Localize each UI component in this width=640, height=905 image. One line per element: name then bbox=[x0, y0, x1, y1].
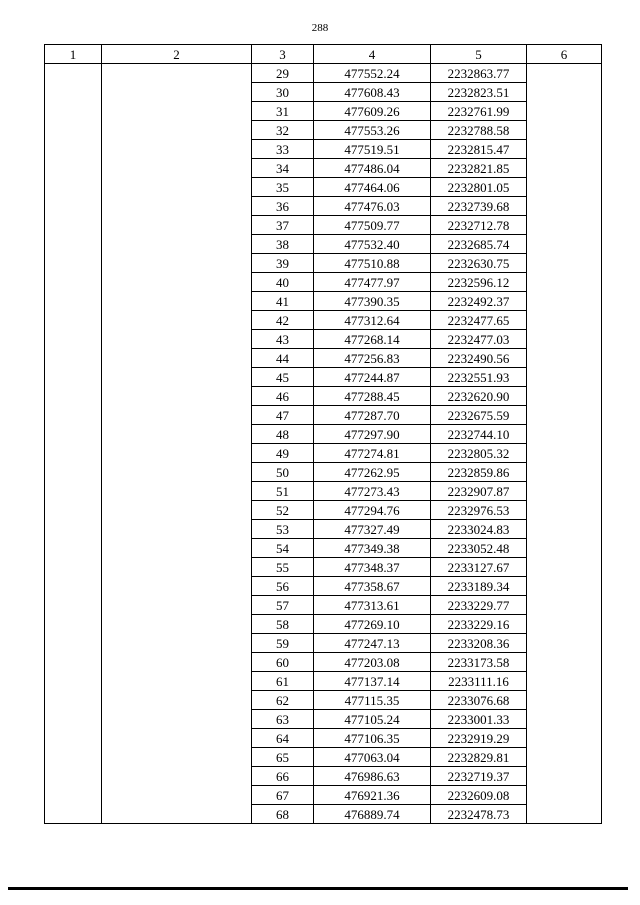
coordinates-table bbox=[44, 44, 602, 824]
y-coordinate-cell: 2232761.99 bbox=[431, 102, 527, 121]
y-coordinate-cell: 2233001.33 bbox=[431, 710, 527, 729]
table-body bbox=[45, 45, 602, 824]
x-coordinate-cell: 477105.24 bbox=[314, 710, 431, 729]
column-header: 5 bbox=[431, 45, 527, 64]
x-coordinate-cell: 476889.74 bbox=[314, 805, 431, 824]
x-coordinate-cell: 477390.35 bbox=[314, 292, 431, 311]
x-coordinate-cell: 477510.88 bbox=[314, 254, 431, 273]
point-number-cell: 60 bbox=[252, 653, 314, 672]
page-number: 288 bbox=[311, 22, 329, 34]
point-number-cell: 65 bbox=[252, 748, 314, 767]
table-row bbox=[45, 64, 602, 83]
point-number-cell: 44 bbox=[252, 349, 314, 368]
y-coordinate-cell: 2232492.37 bbox=[431, 292, 527, 311]
y-coordinate-cell: 2232596.12 bbox=[431, 273, 527, 292]
column-header: 2 bbox=[102, 45, 252, 64]
column-header: 1 bbox=[45, 45, 102, 64]
point-number-cell: 50 bbox=[252, 463, 314, 482]
y-coordinate-cell: 2233076.68 bbox=[431, 691, 527, 710]
point-number-cell: 66 bbox=[252, 767, 314, 786]
point-number-cell: 30 bbox=[252, 83, 314, 102]
x-coordinate-cell: 477137.14 bbox=[314, 672, 431, 691]
x-coordinate-cell: 477608.43 bbox=[314, 83, 431, 102]
x-coordinate-cell: 477519.51 bbox=[314, 140, 431, 159]
y-coordinate-cell: 2232801.05 bbox=[431, 178, 527, 197]
x-coordinate-cell: 477297.90 bbox=[314, 425, 431, 444]
y-coordinate-cell: 2232821.85 bbox=[431, 159, 527, 178]
y-coordinate-cell: 2232788.58 bbox=[431, 121, 527, 140]
y-coordinate-cell: 2233052.48 bbox=[431, 539, 527, 558]
y-coordinate-cell: 2233173.58 bbox=[431, 653, 527, 672]
y-coordinate-cell: 2232744.10 bbox=[431, 425, 527, 444]
point-number-cell: 51 bbox=[252, 482, 314, 501]
y-coordinate-cell: 2232976.53 bbox=[431, 501, 527, 520]
x-coordinate-cell: 477476.03 bbox=[314, 197, 431, 216]
x-coordinate-cell: 477115.35 bbox=[314, 691, 431, 710]
y-coordinate-cell: 2233127.67 bbox=[431, 558, 527, 577]
x-coordinate-cell: 476986.63 bbox=[314, 767, 431, 786]
y-coordinate-cell: 2232630.75 bbox=[431, 254, 527, 273]
point-number-cell: 46 bbox=[252, 387, 314, 406]
point-number-cell: 52 bbox=[252, 501, 314, 520]
column-6-cell bbox=[527, 64, 602, 824]
point-number-cell: 47 bbox=[252, 406, 314, 425]
y-coordinate-cell: 2232477.65 bbox=[431, 311, 527, 330]
point-number-cell: 64 bbox=[252, 729, 314, 748]
y-coordinate-cell: 2232805.32 bbox=[431, 444, 527, 463]
y-coordinate-cell: 2233189.34 bbox=[431, 577, 527, 596]
y-coordinate-cell: 2232815.47 bbox=[431, 140, 527, 159]
y-coordinate-cell: 2232685.74 bbox=[431, 235, 527, 254]
point-number-cell: 55 bbox=[252, 558, 314, 577]
y-coordinate-cell: 2233229.16 bbox=[431, 615, 527, 634]
point-number-cell: 61 bbox=[252, 672, 314, 691]
x-coordinate-cell: 477464.06 bbox=[314, 178, 431, 197]
x-coordinate-cell: 477477.97 bbox=[314, 273, 431, 292]
point-number-cell: 54 bbox=[252, 539, 314, 558]
x-coordinate-cell: 477288.45 bbox=[314, 387, 431, 406]
x-coordinate-cell: 477349.38 bbox=[314, 539, 431, 558]
column-1-cell bbox=[45, 64, 102, 824]
point-number-cell: 67 bbox=[252, 786, 314, 805]
point-number-cell: 42 bbox=[252, 311, 314, 330]
x-coordinate-cell: 477274.81 bbox=[314, 444, 431, 463]
x-coordinate-cell: 477532.40 bbox=[314, 235, 431, 254]
point-number-cell: 31 bbox=[252, 102, 314, 121]
x-coordinate-cell: 477486.04 bbox=[314, 159, 431, 178]
x-coordinate-cell: 477063.04 bbox=[314, 748, 431, 767]
point-number-cell: 45 bbox=[252, 368, 314, 387]
y-coordinate-cell: 2232859.86 bbox=[431, 463, 527, 482]
column-header: 6 bbox=[527, 45, 602, 64]
x-coordinate-cell: 477509.77 bbox=[314, 216, 431, 235]
column-2-cell bbox=[102, 64, 252, 824]
y-coordinate-cell: 2232712.78 bbox=[431, 216, 527, 235]
x-coordinate-cell: 477552.24 bbox=[314, 64, 431, 83]
point-number-cell: 53 bbox=[252, 520, 314, 539]
point-number-cell: 34 bbox=[252, 159, 314, 178]
column-header: 3 bbox=[252, 45, 314, 64]
x-coordinate-cell: 477244.87 bbox=[314, 368, 431, 387]
point-number-cell: 43 bbox=[252, 330, 314, 349]
y-coordinate-cell: 2232907.87 bbox=[431, 482, 527, 501]
column-header: 4 bbox=[314, 45, 431, 64]
x-coordinate-cell: 477327.49 bbox=[314, 520, 431, 539]
bottom-rule bbox=[8, 887, 628, 890]
y-coordinate-cell: 2233024.83 bbox=[431, 520, 527, 539]
header-row bbox=[45, 45, 602, 64]
point-number-cell: 56 bbox=[252, 577, 314, 596]
y-coordinate-cell: 2233229.77 bbox=[431, 596, 527, 615]
y-coordinate-cell: 2232719.37 bbox=[431, 767, 527, 786]
y-coordinate-cell: 2232863.77 bbox=[431, 64, 527, 83]
point-number-cell: 63 bbox=[252, 710, 314, 729]
point-number-cell: 59 bbox=[252, 634, 314, 653]
x-coordinate-cell: 477203.08 bbox=[314, 653, 431, 672]
x-coordinate-cell: 477247.13 bbox=[314, 634, 431, 653]
point-number-cell: 29 bbox=[252, 64, 314, 83]
y-coordinate-cell: 2232919.29 bbox=[431, 729, 527, 748]
y-coordinate-cell: 2232739.68 bbox=[431, 197, 527, 216]
point-number-cell: 35 bbox=[252, 178, 314, 197]
y-coordinate-cell: 2232551.93 bbox=[431, 368, 527, 387]
y-coordinate-cell: 2233111.16 bbox=[431, 672, 527, 691]
x-coordinate-cell: 477553.26 bbox=[314, 121, 431, 140]
point-number-cell: 36 bbox=[252, 197, 314, 216]
point-number-cell: 40 bbox=[252, 273, 314, 292]
x-coordinate-cell: 477268.14 bbox=[314, 330, 431, 349]
point-number-cell: 37 bbox=[252, 216, 314, 235]
x-coordinate-cell: 477273.43 bbox=[314, 482, 431, 501]
y-coordinate-cell: 2232490.56 bbox=[431, 349, 527, 368]
y-coordinate-cell: 2233208.36 bbox=[431, 634, 527, 653]
point-number-cell: 58 bbox=[252, 615, 314, 634]
point-number-cell: 32 bbox=[252, 121, 314, 140]
y-coordinate-cell: 2232477.03 bbox=[431, 330, 527, 349]
point-number-cell: 68 bbox=[252, 805, 314, 824]
point-number-cell: 38 bbox=[252, 235, 314, 254]
point-number-cell: 49 bbox=[252, 444, 314, 463]
point-number-cell: 57 bbox=[252, 596, 314, 615]
y-coordinate-cell: 2232478.73 bbox=[431, 805, 527, 824]
x-coordinate-cell: 477609.26 bbox=[314, 102, 431, 121]
x-coordinate-cell: 477313.61 bbox=[314, 596, 431, 615]
point-number-cell: 62 bbox=[252, 691, 314, 710]
x-coordinate-cell: 477256.83 bbox=[314, 349, 431, 368]
x-coordinate-cell: 477106.35 bbox=[314, 729, 431, 748]
x-coordinate-cell: 477269.10 bbox=[314, 615, 431, 634]
point-number-cell: 39 bbox=[252, 254, 314, 273]
x-coordinate-cell: 477358.67 bbox=[314, 577, 431, 596]
x-coordinate-cell: 477262.95 bbox=[314, 463, 431, 482]
x-coordinate-cell: 477287.70 bbox=[314, 406, 431, 425]
y-coordinate-cell: 2232823.51 bbox=[431, 83, 527, 102]
point-number-cell: 48 bbox=[252, 425, 314, 444]
x-coordinate-cell: 477348.37 bbox=[314, 558, 431, 577]
y-coordinate-cell: 2232620.90 bbox=[431, 387, 527, 406]
y-coordinate-cell: 2232829.81 bbox=[431, 748, 527, 767]
y-coordinate-cell: 2232609.08 bbox=[431, 786, 527, 805]
point-number-cell: 41 bbox=[252, 292, 314, 311]
point-number-cell: 33 bbox=[252, 140, 314, 159]
x-coordinate-cell: 477294.76 bbox=[314, 501, 431, 520]
x-coordinate-cell: 476921.36 bbox=[314, 786, 431, 805]
x-coordinate-cell: 477312.64 bbox=[314, 311, 431, 330]
y-coordinate-cell: 2232675.59 bbox=[431, 406, 527, 425]
